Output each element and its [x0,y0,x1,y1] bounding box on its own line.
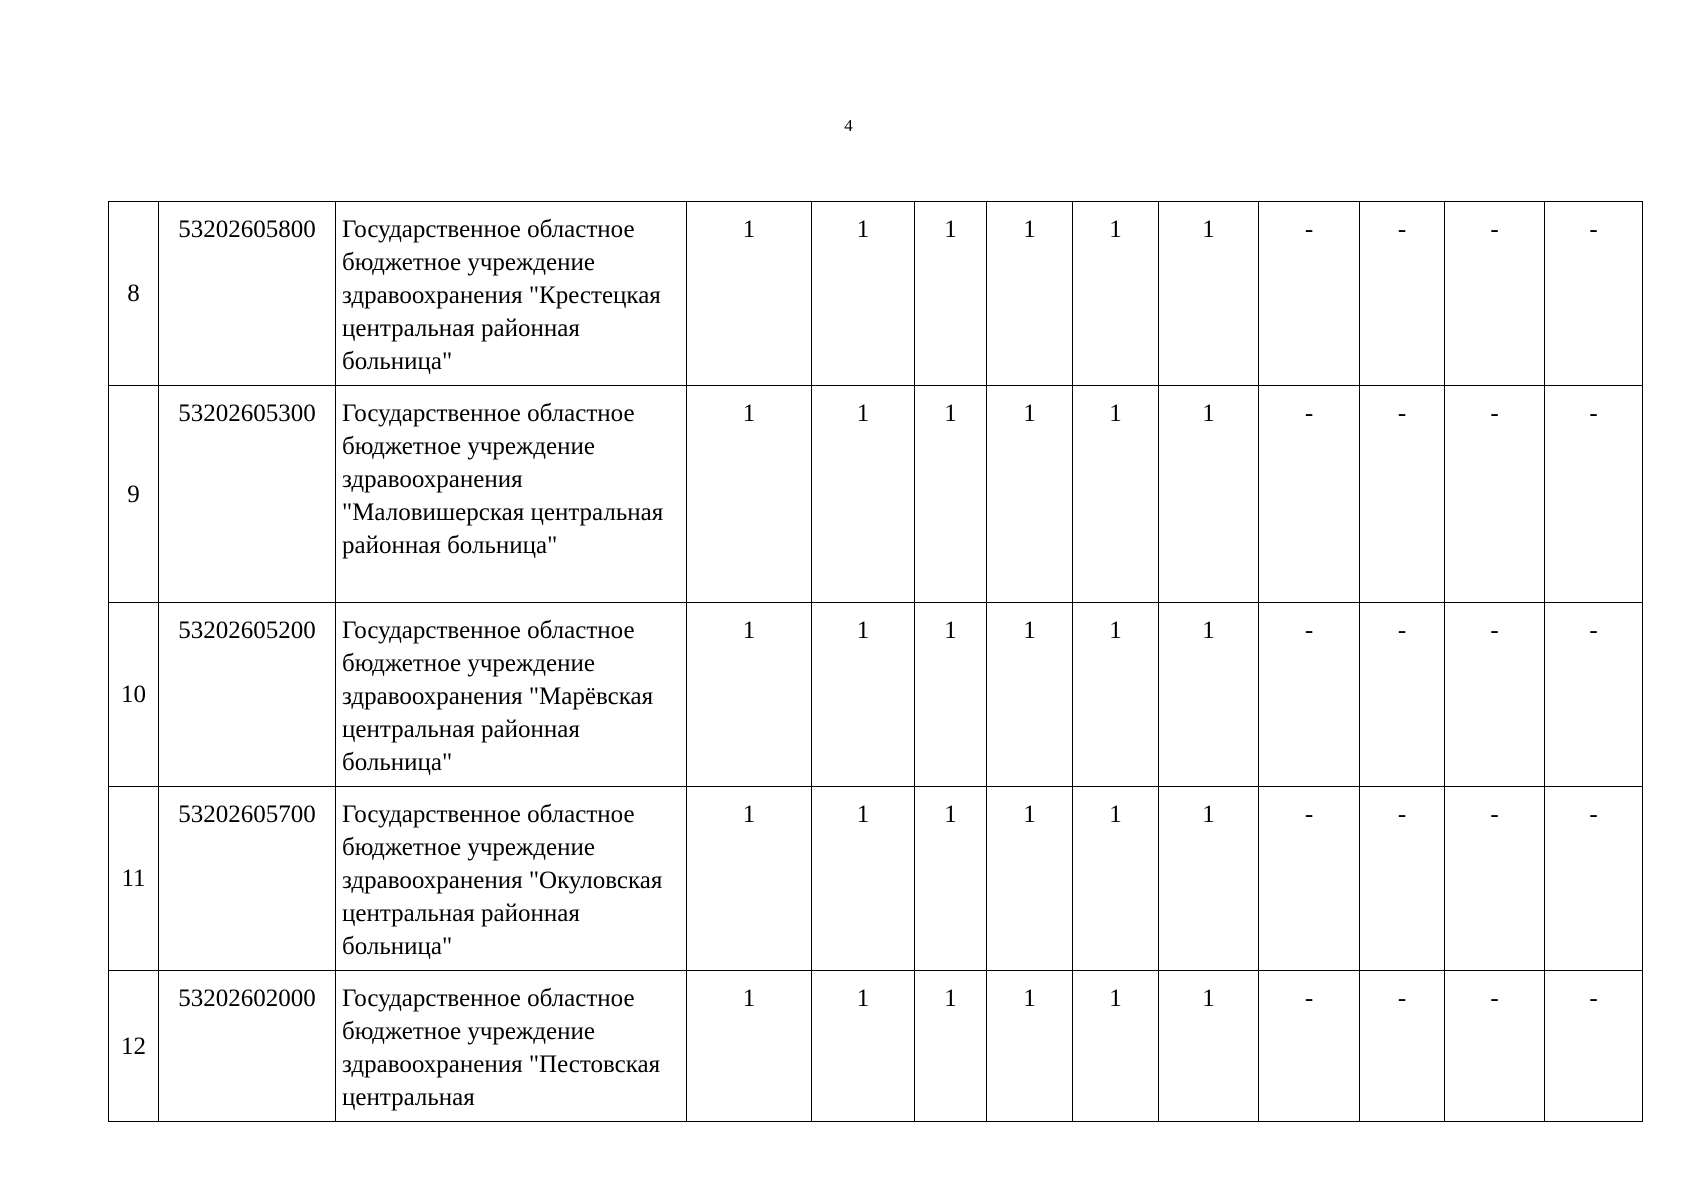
row-institution-name: Государственное областное бюджетное учреждение здравоохранения "Маловишерская центральная районная больница" [336,386,687,603]
row-number: 10 [109,603,159,787]
row-value: 1 [812,386,915,603]
row-value: - [1259,386,1360,603]
table-row [109,971,1643,1122]
row-institution-name: Государственное областное бюджетное учреждение здравоохранения "Крестецкая центральная районная больница" [336,202,687,386]
row-value: 1 [987,971,1073,1122]
row-value: 1 [1073,787,1159,971]
row-institution-name: Государственное областное бюджетное учреждение здравоохранения "Окуловская центральная районная больница" [336,787,687,971]
row-value: - [1545,787,1643,971]
row-value: - [1445,603,1545,787]
row-value: - [1259,202,1360,386]
row-value: - [1545,386,1643,603]
row-value: - [1445,202,1545,386]
row-value: 1 [1073,202,1159,386]
institutions-table [108,201,1643,1122]
row-value: - [1360,603,1445,787]
row-value: 1 [812,603,915,787]
row-value: 1 [1159,603,1259,787]
row-value: 1 [1159,202,1259,386]
row-value: - [1259,787,1360,971]
row-value: - [1545,603,1643,787]
row-value: - [1360,787,1445,971]
row-value: 1 [687,787,812,971]
table-row [109,603,1643,787]
row-value: - [1360,202,1445,386]
row-number: 9 [109,386,159,603]
row-value: 1 [915,971,987,1122]
row-number: 8 [109,202,159,386]
row-value: - [1545,202,1643,386]
row-value: 1 [915,787,987,971]
row-value: 1 [812,202,915,386]
row-value: 1 [1073,603,1159,787]
row-code: 53202605800 [159,202,336,386]
row-value: 1 [987,787,1073,971]
row-code: 53202605300 [159,386,336,603]
row-value: 1 [687,971,812,1122]
row-value: 1 [915,202,987,386]
row-code: 53202605700 [159,787,336,971]
row-value: 1 [915,603,987,787]
row-number: 12 [109,971,159,1122]
row-value: 1 [687,603,812,787]
row-value: 1 [1073,971,1159,1122]
row-value: - [1360,971,1445,1122]
row-value: - [1445,971,1545,1122]
row-value: 1 [812,971,915,1122]
row-value: - [1545,971,1643,1122]
row-value: 1 [987,202,1073,386]
table-row [109,202,1643,386]
page-number: 4 [844,116,853,135]
row-value: - [1259,971,1360,1122]
row-value: 1 [1159,787,1259,971]
row-value: 1 [987,603,1073,787]
table-row [109,787,1643,971]
row-value: 1 [1159,386,1259,603]
row-value: 1 [1073,386,1159,603]
row-value: - [1360,386,1445,603]
row-number: 11 [109,787,159,971]
row-institution-name: Государственное областное бюджетное учреждение здравоохранения "Пестовская центральная [336,971,687,1122]
row-value: - [1259,603,1360,787]
row-value: 1 [812,787,915,971]
row-value: 1 [687,202,812,386]
row-value: 1 [987,386,1073,603]
row-institution-name: Государственное областное бюджетное учреждение здравоохранения "Марёвская центральная районная больница" [336,603,687,787]
row-value: 1 [1159,971,1259,1122]
row-code: 53202602000 [159,971,336,1122]
row-value: 1 [687,386,812,603]
row-code: 53202605200 [159,603,336,787]
table-row [109,386,1643,603]
row-value: - [1445,787,1545,971]
row-value: - [1445,386,1545,603]
row-value: 1 [915,386,987,603]
